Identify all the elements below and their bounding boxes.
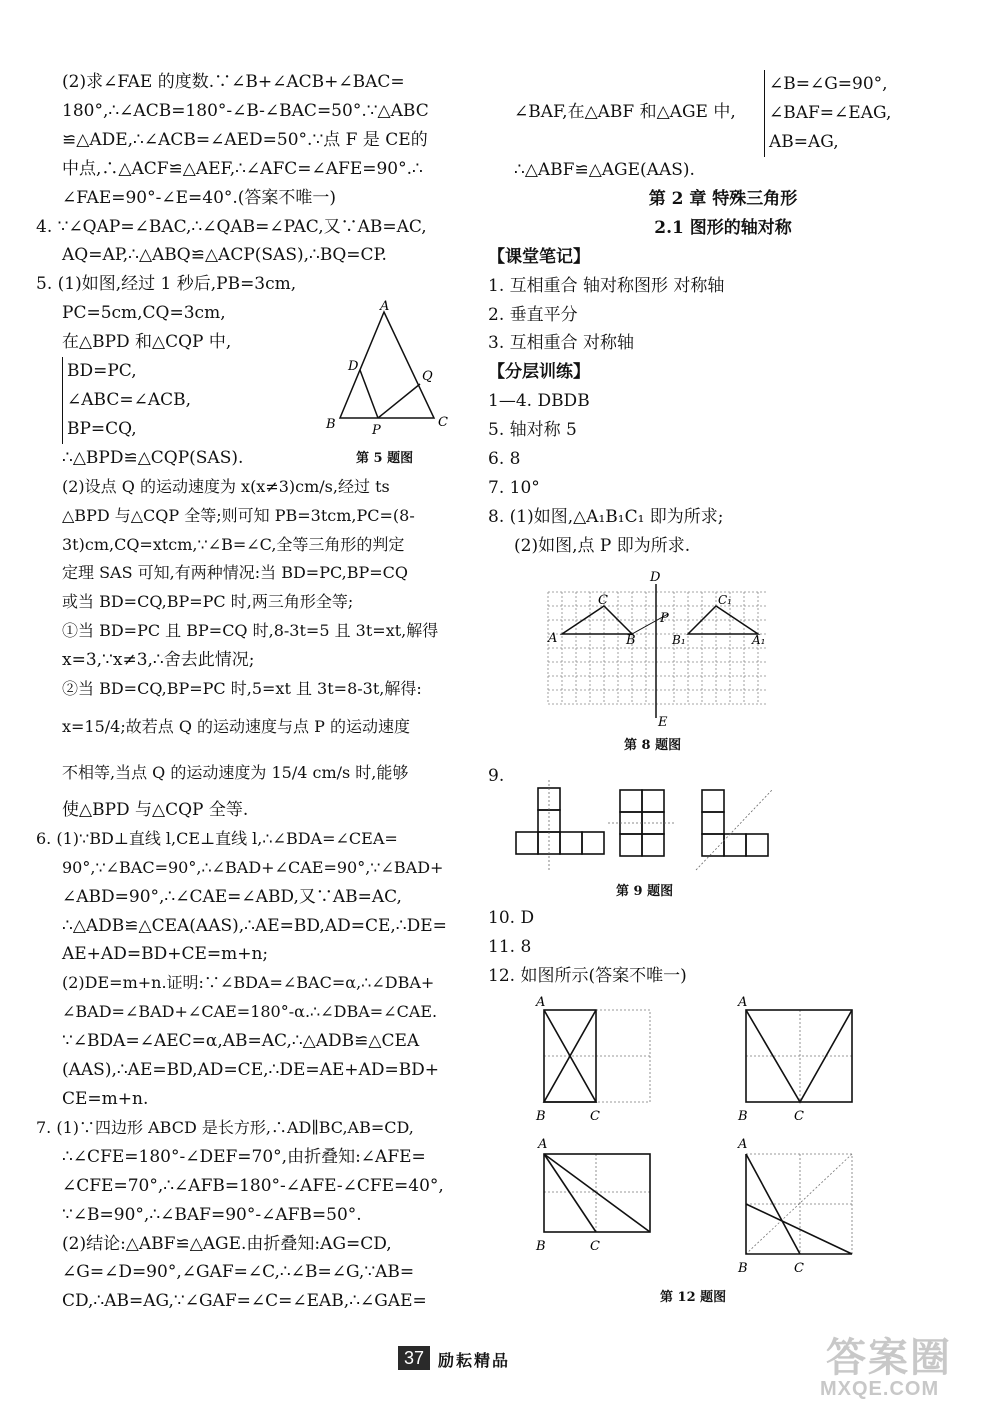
text-line: ∠BAD=∠BAD+∠CAE=180°-α.∴∠DBA=∠CAE. bbox=[62, 1002, 438, 1022]
fig12-label: A bbox=[538, 1137, 548, 1152]
text-line: (2)结论:△ABF≌△AGE.由折叠知:AG=CD, bbox=[62, 1233, 392, 1254]
fig12-label: B bbox=[536, 1109, 546, 1124]
brace-line: ∠B=∠G=90°, bbox=[769, 74, 888, 94]
text-line: 5. (1)如图,经过 1 秒后,PB=3cm, bbox=[36, 274, 297, 295]
text-line: (2)DE=m+n.证明:∵∠BDA=∠BAC=α,∴∠DBA+ bbox=[62, 973, 435, 993]
text-line: CD,∴AB=AG,∵∠GAF=∠C=∠EAB,∴∠GAE= bbox=[62, 1291, 427, 1312]
fig8-label: D bbox=[650, 570, 661, 585]
fig5-label: P bbox=[372, 423, 381, 438]
fig12-label: B bbox=[536, 1239, 546, 1254]
figure-5 bbox=[318, 300, 458, 440]
text-line: 6. (1)∵BD⊥直线 l,CE⊥直线 l,∴∠BDA=∠CEA= bbox=[36, 828, 398, 848]
fig12-label: C bbox=[794, 1109, 804, 1124]
fig8-label: A₁ bbox=[752, 633, 766, 647]
text-line: ∠CFE=70°,∴∠AFB=180°-∠AFE-∠CFE=40°, bbox=[62, 1175, 444, 1196]
text-line: 1. 互相重合 轴对称图形 对称轴 bbox=[488, 275, 725, 296]
fig8-label: C bbox=[598, 593, 608, 608]
watermark-title: 答案圈 bbox=[826, 1336, 952, 1380]
fig12-caption: 第 12 题图 bbox=[660, 1290, 727, 1305]
brace-line: ∠BAF=∠EAG, bbox=[769, 102, 892, 123]
text-line: 90°,∵∠BAC=90°,∴∠BAD+∠CAE=90°,∵∠BAD+ bbox=[62, 857, 444, 877]
text-line: 4. ∵∠QAP=∠BAC,∴∠QAB=∠PAC,又∵AB=AC, bbox=[36, 216, 427, 237]
fig8-caption: 第 8 题图 bbox=[624, 738, 682, 753]
fig8-label: P bbox=[660, 611, 669, 626]
fig12-label: A bbox=[738, 1137, 748, 1152]
fig8-label: B₁ bbox=[672, 633, 686, 647]
chapter-title: 第 2 章 特殊三角形 bbox=[648, 188, 798, 209]
fig9-caption: 第 9 题图 bbox=[616, 884, 674, 899]
text-line: ②当 BD=CQ,BP=PC 时,5=xt 且 3t=8-3t,解得: bbox=[62, 679, 422, 699]
text-line: ①当 BD=PC 且 BP=CQ 时,8-3t=5 且 3t=xt,解得 bbox=[62, 621, 439, 641]
text-line: x=3,∵x≠3,∴舍去此情况; bbox=[62, 650, 255, 671]
brace-group bbox=[764, 70, 891, 157]
page-footer bbox=[398, 1346, 558, 1372]
fig12-label: C bbox=[590, 1109, 600, 1124]
text-line: 或当 BD=CQ,BP=PC 时,两三角形全等; bbox=[62, 592, 354, 612]
text-line: 7. (1)∵四边形 ABCD 是长方形,∴AD∥BC,AB=CD, bbox=[36, 1117, 414, 1137]
fig5-label: Q bbox=[422, 369, 433, 384]
text-line: 3t)cm,CQ=xtcm,∵∠B=∠C,全等三角形的判定 bbox=[62, 534, 405, 554]
text-line: x=15/4;故若点 Q 的运动速度与点 P 的运动速度 bbox=[62, 716, 410, 736]
text-line: ∠G=∠D=90°,∠GAF=∠C,∴∠B=∠G,∵AB= bbox=[62, 1262, 415, 1283]
text-line: (2)求∠FAE 的度数.∵∠B+∠ACB+∠BAC= bbox=[62, 72, 405, 92]
text-line: ∠ABD=90°,∴∠CAE=∠ABD,又∵AB=AC, bbox=[62, 886, 402, 907]
text-line: 5. 轴对称 5 bbox=[488, 420, 577, 441]
fig8-label: B bbox=[626, 633, 636, 648]
text-line: ∵∠B=90°,∴∠BAF=90°-∠AFB=50°. bbox=[62, 1204, 362, 1225]
figure-8 bbox=[540, 570, 780, 730]
text-line: ∠FAE=90°-∠E=40°.(答案不唯一) bbox=[62, 187, 337, 208]
fig12-label: A bbox=[536, 995, 546, 1010]
fig12-label: C bbox=[794, 1261, 804, 1276]
text-line: 定理 SAS 可知,有两种情况:当 BD=PC,BP=CQ bbox=[62, 563, 409, 583]
text-line: 3. 互相重合 对称轴 bbox=[488, 333, 635, 354]
text-line: ∵∠BDA=∠AEC=α,AB=AC,∴△ADB≌△CEA bbox=[62, 1031, 420, 1052]
text-line: AQ=AP,∴△ABQ≌△ACP(SAS),∴BQ=CP. bbox=[62, 245, 387, 266]
text-line: (AAS),∴AE=BD,AD=CE,∴DE=AE+AD=BD+ bbox=[62, 1060, 440, 1081]
right-column bbox=[488, 68, 958, 561]
brand-name: 励耘精品 bbox=[438, 1351, 511, 1370]
text-line: 使△BPD 与△CQP 全等. bbox=[62, 799, 249, 820]
page-number: 37 bbox=[398, 1346, 430, 1370]
text-line: 中点,∴△ACF≌△AEF,∴∠AFC=∠AFE=90°.∴ bbox=[62, 158, 423, 179]
text-line: ∴∠CFE=180°-∠DEF=70°,由折叠知:∠AFE= bbox=[62, 1146, 426, 1167]
brace-line: BD=PC, bbox=[62, 357, 456, 386]
fig12-label: A bbox=[738, 995, 748, 1010]
text-line: CE=m+n. bbox=[62, 1089, 149, 1109]
section-title: 2.1 图形的轴对称 bbox=[654, 217, 792, 238]
text-line: (2)设点 Q 的运动速度为 x(x≠3)cm/s,经过 ts bbox=[62, 476, 390, 496]
text-line: 8. (1)如图,△A₁B₁C₁ 即为所求; bbox=[488, 506, 724, 527]
text-line: 12. 如图所示(答案不唯一) bbox=[488, 966, 687, 986]
text-line: ∴△BPD≌△CQP(SAS). bbox=[62, 447, 244, 468]
text-line: 不相等,当点 Q 的运动速度为 15/4 cm/s 时,能够 bbox=[62, 762, 409, 782]
text-line: 2. 垂直平分 bbox=[488, 304, 578, 325]
watermark bbox=[812, 1326, 972, 1406]
text-line: 11. 8 bbox=[488, 937, 532, 957]
fig5-label: A bbox=[380, 300, 390, 314]
brace-line: AB=AG, bbox=[769, 131, 839, 152]
fig5-label: B bbox=[326, 417, 336, 432]
right-top-block bbox=[488, 68, 958, 156]
text-line: △BPD 与△CQP 全等;则可知 PB=3tcm,PC=(8- bbox=[62, 505, 415, 525]
text-line: 7. 10° bbox=[488, 477, 540, 498]
text-line: 在△BPD 和△CQP 中, bbox=[62, 332, 232, 353]
fig5-label: C bbox=[438, 415, 448, 430]
left-column bbox=[36, 68, 456, 1316]
text-line: ≌△ADE,∴∠ACB=∠AED=50°.∵点 F 是 CE的 bbox=[62, 129, 428, 150]
fig12-label: B bbox=[738, 1109, 748, 1124]
text-line: PC=5cm,CQ=3cm, bbox=[62, 303, 226, 324]
brace-line: ∠ABC=∠ACB, bbox=[62, 386, 456, 415]
watermark-url: MXQE.COM bbox=[820, 1378, 940, 1400]
fig5-label: D bbox=[348, 359, 359, 374]
brace-line: BP=CQ, bbox=[62, 415, 456, 444]
text-line: AE+AD=BD+CE=m+n; bbox=[62, 944, 269, 965]
fig8-label: E bbox=[658, 715, 668, 730]
text-line: (2)如图,点 P 即为所求. bbox=[514, 535, 691, 556]
text-line: ∴△ADB≌△CEA(AAS),∴AE=BD,AD=CE,∴DE= bbox=[62, 915, 447, 936]
section-heading: 【课堂笔记】 bbox=[488, 246, 590, 267]
figure-9 bbox=[510, 780, 780, 880]
figure-12 bbox=[530, 992, 870, 1282]
fig5-caption: 第 5 题图 bbox=[356, 451, 414, 466]
text-line: ∠BAF,在△ABF 和△AGE 中, bbox=[514, 102, 736, 122]
fig8-label: C₁ bbox=[718, 593, 732, 607]
text-line: 1—4. DBDB bbox=[488, 391, 590, 412]
fig12-label: B bbox=[738, 1261, 748, 1276]
fig12-label: C bbox=[590, 1239, 600, 1254]
text-line: 180°,∴∠ACB=180°-∠B-∠BAC=50°.∵△ABC bbox=[62, 100, 429, 121]
text-line: 6. 8 bbox=[488, 449, 521, 470]
text-line: ∴△ABF≌△AGE(AAS). bbox=[514, 160, 695, 180]
item-9-label: 9. bbox=[488, 766, 505, 786]
section-heading: 【分层训练】 bbox=[488, 362, 590, 383]
fig8-label: A bbox=[548, 631, 558, 646]
text-line: 10. D bbox=[488, 908, 535, 928]
